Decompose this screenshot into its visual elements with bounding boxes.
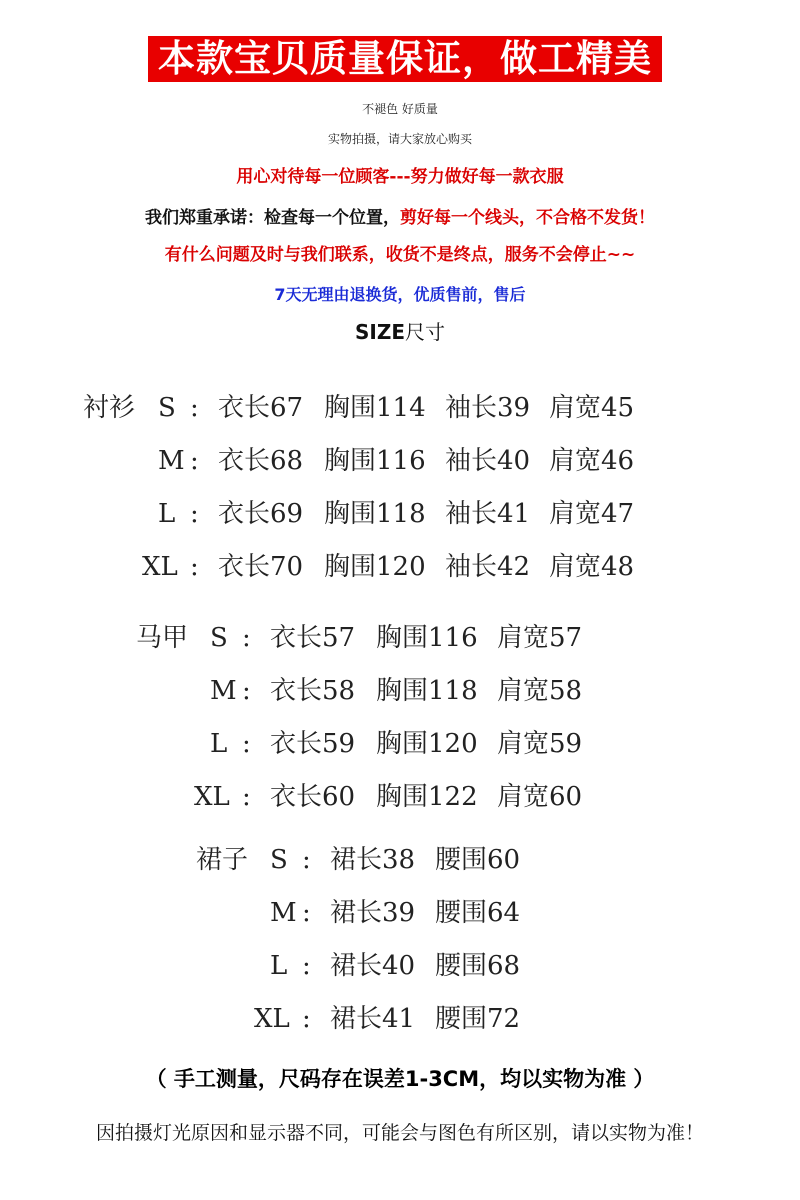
- length-value: 衣长60: [270, 782, 356, 812]
- size-label: S: [270, 845, 288, 875]
- skirt-length-value: 裙长41: [330, 1004, 416, 1034]
- table-row: [0, 844, 800, 876]
- colon: :: [302, 1004, 311, 1034]
- length-value: 衣长67: [218, 393, 304, 423]
- size-label: S: [158, 393, 176, 423]
- sleeve-value: 袖长40: [445, 446, 531, 476]
- real-photo-line: 实物拍摄，请大家放心购买: [327, 132, 472, 146]
- colon: :: [302, 898, 311, 928]
- table-row: [0, 392, 800, 424]
- skirt-length-value: 裙长39: [330, 898, 416, 928]
- waist-value: 腰围60: [435, 845, 521, 875]
- shoulder-value: 肩宽58: [497, 676, 583, 706]
- colon: :: [302, 845, 311, 875]
- size-label: L: [210, 729, 228, 759]
- table-row: [0, 728, 800, 760]
- size-label: M: [270, 898, 297, 928]
- chest-value: 胸围116: [324, 446, 426, 476]
- vest-label: 马甲: [136, 623, 189, 653]
- waist-value: 腰围64: [435, 898, 521, 928]
- measurement-note: （ 手工测量，尺码存在误差1-3CM，均以实物为准 ）: [145, 1067, 655, 1091]
- colon: :: [190, 499, 199, 529]
- colon: :: [242, 729, 251, 759]
- shoulder-value: 肩宽46: [549, 446, 635, 476]
- chest-value: 胸围120: [324, 552, 426, 582]
- length-value: 衣长68: [218, 446, 304, 476]
- chest-value: 胸围118: [376, 676, 478, 706]
- quality-line: 不褪色 好质量: [362, 102, 438, 116]
- chest-value: 胸围116: [376, 623, 478, 653]
- size-label: XL: [254, 1004, 290, 1034]
- table-row: [0, 781, 800, 813]
- table-row: [0, 498, 800, 530]
- table-row: [0, 551, 800, 583]
- size-label: S: [210, 623, 228, 653]
- table-row: [0, 897, 800, 929]
- chest-value: 胸围120: [376, 729, 478, 759]
- size-label: L: [158, 499, 176, 529]
- size-label: M: [158, 446, 185, 476]
- shirt-label: 衬衫: [83, 393, 136, 423]
- colon: :: [190, 552, 199, 582]
- service-slogan: 用心对待每一位顾客---努力做好每一款衣服: [236, 167, 564, 187]
- waist-value: 腰围68: [435, 951, 521, 981]
- length-value: 衣长57: [270, 623, 356, 653]
- skirt-label: 裙子: [196, 845, 249, 875]
- sleeve-value: 袖长41: [445, 499, 531, 529]
- size-title: [0, 316, 800, 345]
- colon: :: [302, 951, 311, 981]
- sleeve-value: 袖长39: [445, 393, 531, 423]
- length-value: 衣长69: [218, 499, 304, 529]
- table-row: [0, 445, 800, 477]
- colon: :: [242, 782, 251, 812]
- headline-banner: 本款宝贝质量保证，做工精美: [148, 36, 662, 82]
- promise-line: [0, 203, 800, 228]
- table-row: [0, 622, 800, 654]
- colon: :: [242, 676, 251, 706]
- length-value: 衣长58: [270, 676, 356, 706]
- table-row: [0, 675, 800, 707]
- chest-value: 胸围118: [324, 499, 426, 529]
- colon: :: [242, 623, 251, 653]
- colon: :: [190, 393, 199, 423]
- chest-value: 胸围122: [376, 782, 478, 812]
- shoulder-value: 肩宽59: [497, 729, 583, 759]
- chest-value: 胸围114: [324, 393, 426, 423]
- table-row: [0, 950, 800, 982]
- size-label: XL: [194, 782, 230, 812]
- colon: :: [190, 446, 199, 476]
- shoulder-value: 肩宽48: [549, 552, 635, 582]
- contact-line: 有什么问题及时与我们联系，收货不是终点，服务不会停止~~: [164, 245, 636, 265]
- shoulder-value: 肩宽60: [497, 782, 583, 812]
- promise-prefix: 我们郑重承诺：检查每一个位置，: [145, 208, 400, 228]
- skirt-length-value: 裙长38: [330, 845, 416, 875]
- shoulder-value: 肩宽45: [549, 393, 635, 423]
- waist-value: 腰围72: [435, 1004, 521, 1034]
- skirt-length-value: 裙长40: [330, 951, 416, 981]
- promise-suffix: 剪好每一个线头，不合格不发货！: [400, 208, 655, 228]
- color-disclaimer: 因拍摄灯光原因和显示器不同，可能会与图色有所区别，请以实物为准！: [95, 1122, 704, 1144]
- size-label: XL: [142, 552, 178, 582]
- return-policy-line: 7天无理由退换货，优质售前，售后: [274, 285, 526, 304]
- length-value: 衣长70: [218, 552, 304, 582]
- size-label: L: [270, 951, 288, 981]
- length-value: 衣长59: [270, 729, 356, 759]
- table-row: [0, 1003, 800, 1035]
- size-title-cn: 尺寸: [405, 320, 445, 344]
- size-title-latin: SIZE: [354, 320, 405, 344]
- sleeve-value: 袖长42: [445, 552, 531, 582]
- shoulder-value: 肩宽57: [497, 623, 583, 653]
- shoulder-value: 肩宽47: [549, 499, 635, 529]
- size-label: M: [210, 676, 237, 706]
